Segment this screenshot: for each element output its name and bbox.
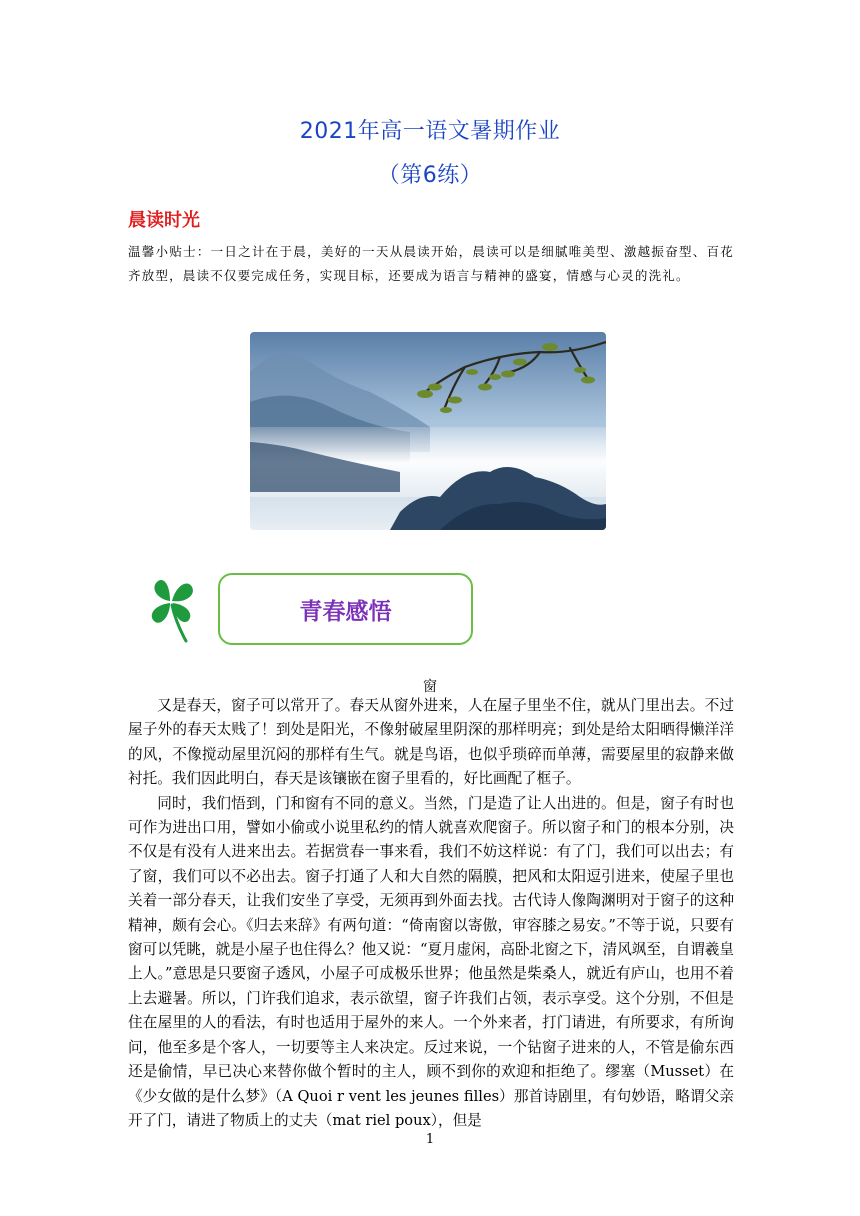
essay-body (128, 694, 734, 1133)
reading-tip: 温馨小贴士：一日之计在于晨，美好的一天从晨读开始，晨读可以是细腻唯美型、激越振奋型、百花齐放型，晨读不仅要完成任务，实现目标，还要成为语言与精神的盛宴，情感与心灵的洗礼。 (128, 244, 734, 283)
essay-paragraph: 又是春天，窗子可以常开了。春天从窗外进来，人在屋子里坐不住，就从门里出去。不过屋子外的春天太贱了！到处是阳光，不像射破屋里阴深的那样明亮；到处是给太阳晒得懒洋洋的风，不像搅动屋里沉闷的那样有生气。就是鸟语，也似乎琐碎而单薄，需要屋里的寂静来做衬托。我们因此明白，春天是该镶嵌在窗子里看的，好比画配了框子。 (128, 697, 734, 788)
section-heading-morning-reading: 晨读时光 (128, 210, 200, 231)
page-number: 1 (425, 1132, 435, 1147)
landscape-illustration (250, 332, 606, 530)
four-leaf-clover-icon (146, 575, 198, 643)
essay-title: 窗 (423, 679, 437, 695)
page-subtitle: （第6练） (377, 163, 483, 188)
essay-paragraph: 同时，我们悟到，门和窗有不同的意义。当然，门是造了让人出进的。但是，窗子有时也可作为进出口用，譬如小偷或小说里私约的情人就喜欢爬窗子。所以窗子和门的根本分别，决不仅是有没有人进来出去。若据赏春一事来看，我们不妨这样说：有了门，我们可以出去；有了窗，我们可以不必出去。窗子打通了人和大自然的隔膜，把风和太阳逗引进来，使屋子里也关着一部分春天，让我们安坐了享受，无须再到外面去找。古代诗人像陶渊明对于窗子的这种精神，颇有会心。《归去来辞》有两句道：“倚南窗以寄傲，审容膝之易安。”不等于说，只要有窗可以凭眺，就是小屋子也住得么？他又说：“夏月虚闲，高卧北窗之下，清风飒至，自谓羲皇上人。”意思是只要窗子透风，小屋子可成极乐世界；他虽然是柴桑人，就近有庐山，也用不着上去避暑。所以，门许我们追求，表示欲望，窗子许我们占领，表示享受。这个分别，不但是住在屋里的人的看法，有时也适用于屋外的来人。一个外来者，打门请进，有所要求，有所询问，他至多是个客人，一切要等主人来决定。反过来说，一个钻窗子进来的人，不管是偷东西还是偷情，早已决心来替你做个暂时的主人，顾不到你的欢迎和拒绝了。缪塞（Musset）在《少女做的是什么梦》（A Quoi r vent les jeunes filles）那首诗剧里，有句妙语，略谓父亲开了门，请进了物质上的丈夫（mat riel poux），但是 (128, 794, 734, 1129)
section-badge-label: 青春感悟 (299, 598, 392, 625)
page-title: 2021年高一语文暑期作业 (299, 119, 561, 144)
section-badge (218, 573, 473, 645)
